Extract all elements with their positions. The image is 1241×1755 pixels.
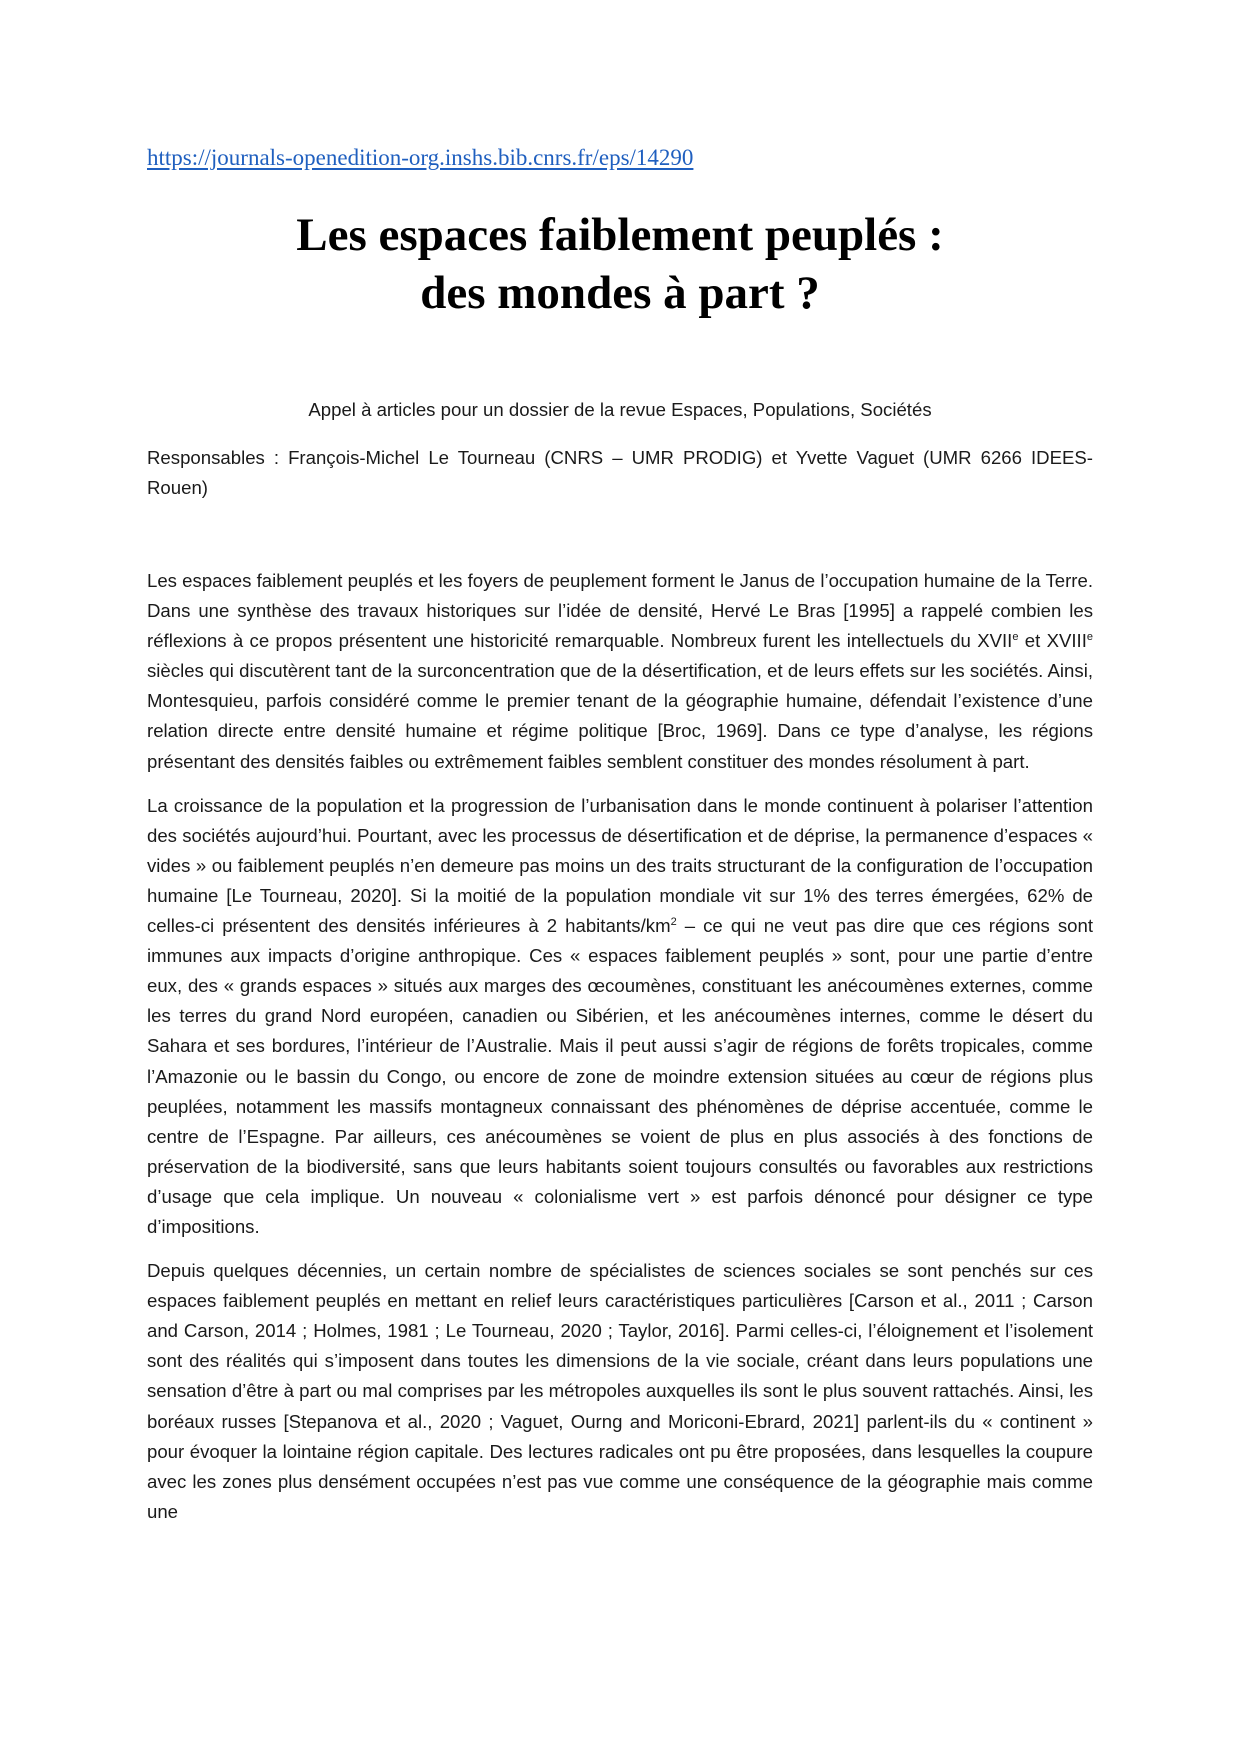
paragraph-2-text-a: La croissance de la population et la progression de l’urbanisation dans le monde continuent à polariser l’attention des sociétés aujourd’hui. Pourtant, avec les processus de désertification et de déprise, la permanence d’espaces « vides » ou faiblement peuplés n’en demeure pas moins un des traits structurant de la configuration de l’occupation humaine [Le Tourneau, 2020]. Si la moitié de la population mondiale vit sur 1% des terres émergées, 62% de celles-ci présentent des densités inférieures à 2 habitants/km — [147, 794, 1093, 937]
paragraph-1-text-a: Les espaces faiblement peuplés et les foyers de peuplement forment le Janus de l’occupation humaine de la Terre. Dans une synthèse des travaux historiques sur l’idée de densité, Hervé Le Bras [1995] a rappelé combien les réflexions à ce propos présentent une historicité remarquable. Nombreux furent les intellectuels du XVII — [147, 570, 1093, 652]
responsables-line: Responsables : François-Michel Le Tourneau (CNRS – UMR PRODIG) et Yvette Vaguet (UMR 6266 IDEES-Rouen) — [147, 447, 1093, 498]
source-url-link[interactable]: https://journals-openedition-org.inshs.bib.cnrs.fr/eps/14290 — [147, 145, 694, 170]
superscript-e: e — [1012, 631, 1019, 643]
superscript-e: e — [1086, 631, 1094, 643]
paragraph-3: Depuis quelques décennies, un certain nombre de spécialistes de sciences sociales se sont penchés sur ces espaces faiblement peuplés en mettant en relief leurs caractéristiques particulières [Carson et al., 2011 ; Carson and Carson, 2014 ; Holmes, 1981 ; Le Tourneau, 2020 ; Taylor, 2016]. Parmi celles-ci, l’éloignement et l’isolement sont des réalités qui s’imposent dans toutes les dimensions de la vie sociale, créant dans leurs populations une sensation d’être à part ou mal comprises par les métropoles auxquelles ils sont le plus souvent rattachés. Ainsi, les boréaux russes [Stepanova et al., 2020 ; Vaguet, Ourng and Moriconi-Ebrard, 2021] parlent-ils du « continent » pour évoquer la lointaine région capitale. Des lectures radicales ont pu être proposées, dans lesquelles la coupure avec les zones plus densément occupées n’est pas vue comme une conséquence de la géographie mais comme une — [147, 1260, 1093, 1522]
title-line-2: des mondes à part ? — [420, 267, 820, 319]
paragraph-2-text-b: – ce qui ne veut pas dire que ces régions sont immunes aux impacts d’origine anthropique. Ces « espaces faiblement peuplés » sont, pour une partie d’entre eux, des « grands espaces » situés aux marges des œcoumènes, constituant les anécoumènes externes, comme les terres du grand Nord européen, canadien ou Sibérien, et les anécoumènes internes, comme le désert du Sahara et ses bordures, l’intérieur de l’Australie. Mais il peut aussi s’agir de régions de forêts tropicales, comme l’Amazonie ou le bassin du Congo, ou encore de zone de moindre extension situées au cœur de régions plus peuplées, notamment les massifs montagneux connaissant des phénomènes de déprise accentuée, comme le centre de l’Espagne. Par ailleurs, ces anécoumènes se voient de plus en plus associés à des fonctions de préservation de la biodiversité, sans que leurs habitants soient toujours consultés ou favorables aux restrictions d’usage que cela implique. Un nouveau « colonialisme vert » est parfois dénoncé pour désigner ce type d’impositions. — [147, 915, 1093, 1237]
document-body — [147, 566, 1093, 1541]
paragraph-1 — [147, 566, 1093, 777]
title-line-1: Les espaces faiblement peuplés : — [296, 209, 944, 261]
paragraph-1-text-b: et XVIII — [1018, 630, 1087, 652]
paragraph-1-text-c: siècles qui discutèrent tant de la surconcentration que de la désertification, et de leurs effets sur les sociétés. Ainsi, Montesquieu, parfois considéré comme le premier tenant de la géographie humaine, défendait l’existence d’une relation directe entre densité humaine et régime politique [Broc, 1969]. Dans ce type d’analyse, les régions présentant des densités faibles ou extrêmement faibles semblent constituer des mondes résolument à part. — [147, 660, 1093, 772]
document-title — [147, 206, 1093, 322]
paragraph-2 — [147, 791, 1093, 1242]
superscript-2: 2 — [670, 915, 677, 928]
call-for-papers-subtitle: Appel à articles pour un dossier de la revue Espaces, Populations, Sociétés — [308, 399, 932, 420]
